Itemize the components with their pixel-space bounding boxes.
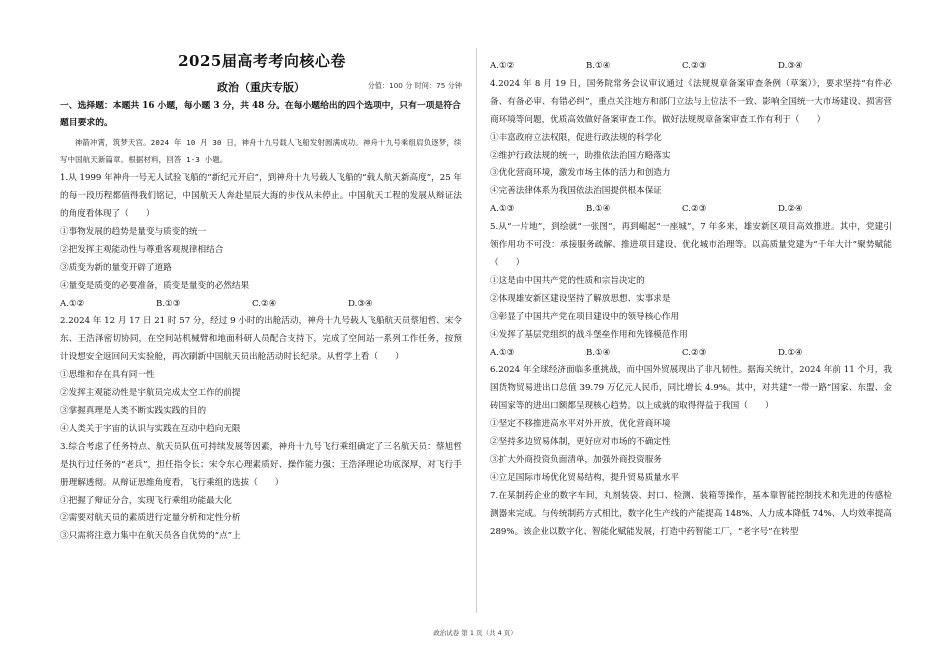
choice-item: ①这是由中国共产党的性质和宗旨决定的 <box>490 275 645 286</box>
question-1 <box>60 170 462 313</box>
choice-item: ③掌握真理是人类不断实践实践的目的 <box>60 405 207 416</box>
choice-item: ②把发挥主观能动性与尊重客观规律相结合 <box>60 244 224 255</box>
option-b: B.①③ <box>156 298 181 309</box>
choice-item: ③彰显了中国共产党在项目建设中的领导核心作用 <box>490 311 680 322</box>
option-c: C.②④ <box>252 298 277 309</box>
score-time-info: 分值：100 分 时间：75 分钟 <box>367 81 462 90</box>
question-6 <box>490 362 892 487</box>
choice-item: ①把握了辩证分合，实现飞行乘组功能最大化 <box>60 495 232 506</box>
choice-item: ③扩大外商投资负面清单，加强外商投资服务 <box>490 454 662 465</box>
choice-item: ①事物发展的趋势是量变与质变的统一 <box>60 226 207 237</box>
question-stem: 1.从 1999 年神舟一号无人试验飞船的“新纪元开启”，到神舟十九号载人飞船的“载人航天新高度”，25 年的每一段历程都值得我们铭记，中国航天人奔赴星辰大海的步伐从未停止。中国航天工程的发展从辩证法的角度看体现了（ ） <box>60 173 462 219</box>
choice-item: ①丰富政府立法权限，促进行政法规的科学化 <box>490 132 662 143</box>
option-c: C.②③ <box>682 61 707 71</box>
question-4 <box>490 76 892 219</box>
choice-item: ④量变是质变的必要准备，质变是量变的必然结果 <box>60 280 250 291</box>
option-a: A.①② <box>490 61 515 71</box>
question-stem: 7.在某制药企业的数字车间，丸剂装袋、封口、检测、装箱等操作，基本靠智能控制技术和先进的传感检测器来完成。与传统制药方式相比，数字化生产线的产能提高 148%、人力成本降低 74%、人均效率提高 289%。该企业以数字化、智能化赋能发展，打造中药智能工厂，“老字号”在转型 <box>490 490 892 537</box>
option-c: C.②③ <box>682 347 707 358</box>
choice-item: ③质变为新的量变开辟了道路 <box>60 262 172 273</box>
choice-item: ③优化营商环境，激发市场主体的活力和创造力 <box>490 168 671 179</box>
question-stem: 6.2024 年全球经济面临多重挑战，而中国外贸展现出了非凡韧性。据海关统计，2024 年前 11 个月，我国货物贸易进出口总值 39.79 万亿元人民币，同比增长 4.9%。其中，对共建“一带一路”国家、东盟、金砖国家等的进出口额都呈现核心趋势。以上成就的取得得益于我国（ ） <box>490 365 892 412</box>
choice-item: ②坚持多边贸易体制，更好应对市场的不确定性 <box>490 437 671 448</box>
choice-item: ②体现雄安新区建设坚持了解放思想、实事求是 <box>490 293 671 304</box>
option-d: D.②④ <box>778 204 803 215</box>
page-footer: 政治试卷 第 1 页（共 4 页） <box>433 629 517 637</box>
question-stem: 4.2024 年 8 月 19 日，国务院常务会议审议通过《法规规章备案审查条例（草案）》，要求坚持“有件必备、有备必审、有错必纠”，重点关注地方和部门立法与上位法不一致、影响全国统一大市场建设、损害营商环境等问题，优质高效做好备案审查工作。做好法规规章备案审查工作有利于（ ） <box>490 78 892 125</box>
choice-item: ④完善法律体系为我国依法治国提供根本保证 <box>490 186 662 197</box>
choice-item: ②发挥主观能动性是宇航员完成太空工作的前提 <box>60 388 241 399</box>
subject-title: 政治（重庆专版） <box>217 81 305 94</box>
option-b: B.①④ <box>586 347 611 358</box>
option-a: A.①③ <box>490 347 515 358</box>
subject-row <box>60 79 462 95</box>
choice-item: ②需要对航天员的素质进行定量分析和定性分析 <box>60 513 241 524</box>
option-a: A.①③ <box>490 204 515 215</box>
choice-item: ④立足国际市场优化贸易结构，提升贸易质量水平 <box>490 472 680 483</box>
question-5 <box>490 219 892 362</box>
question-stem: 2.2024 年 12 月 17 日 21 时 57 分，经过 9 小时的出舱活动，神舟十九号载人飞船航天员蔡旭哲、宋令东、王浩泽密切协同，在空间站机械臂和地面科研人员配合支持下，完成了空间站一系列工作任务，按预计设想安全返回问天实验舱，再次刷新中国航天员出舱活动时长纪录。从哲学上看（ ） <box>60 316 462 363</box>
choice-item: ④人类关于宇宙的认识与实践在互动中趋向无限 <box>60 423 241 434</box>
option-a: A.①② <box>60 298 85 309</box>
column-divider <box>476 48 477 613</box>
question-2 <box>60 313 462 438</box>
question-7 <box>490 488 892 542</box>
option-b: B.①④ <box>586 61 611 71</box>
option-d: D.③④ <box>778 61 803 71</box>
question-stem: 3.综合考虑了任务特点、航天员队伍可持续发展等因素，神舟十九号飞行乘组确定了三名航天员：蔡旭哲是执行过任务的“老兵”，担任指令长；宋令东心理素质好、操作能力强；王浩泽理论功底深厚，对飞行手册理解透彻。从辩证思维角度看，飞行乘组的选拔（ ） <box>60 441 462 488</box>
choice-item: ③只需将注意力集中在航天员各自优势的“点”上 <box>60 531 241 542</box>
left-column <box>60 50 462 546</box>
choice-item: ①坚定不移推进高水平对外开放，优化营商环境 <box>490 419 671 430</box>
right-column <box>490 58 892 541</box>
choice-item: ②维护行政法规的统一，助推依法治国方略落实 <box>490 150 671 161</box>
option-d: D.③④ <box>348 298 373 309</box>
question-3 <box>60 439 462 546</box>
answer-options <box>490 345 892 363</box>
option-c: C.②③ <box>682 204 707 215</box>
exam-title: 2025届高考考向核心卷 <box>178 52 346 70</box>
choice-item: ①思维和存在具有同一性 <box>60 370 155 381</box>
answer-options <box>490 58 892 76</box>
choice-item: ④发挥了基层党组织的战斗堡垒作用和先锋模范作用 <box>490 329 688 340</box>
material-intro: 神箭冲霄，筑梦天宫。2024 年 10 月 30 日，神舟十九号载人飞船发射圆满成功。神舟十九号乘组肩负逐梦，续写中国航天新篇章。根据材料，回答 1-3 小题。 <box>60 138 462 164</box>
question-stem: 5.从“一片地”，到绘就“一张图”，再到崛起“一座城”，7 年多来，雄安新区项目高效推进。其中，党建引领作用功不可没：承接服务疏解、推进项目建设、优化城市治理等。以高质量党建为“千年大计”聚势赋能（ ） <box>490 222 892 268</box>
answer-options <box>490 201 892 219</box>
option-d: D.①④ <box>778 347 803 358</box>
option-b: B.①④ <box>586 204 611 215</box>
section-heading: 一、选择题：本题共 16 小题，每小题 3 分，共 48 分。在每小题给出的四个选项中，只有一项是符合题目要求的。 <box>60 101 461 128</box>
answer-options <box>60 296 462 314</box>
